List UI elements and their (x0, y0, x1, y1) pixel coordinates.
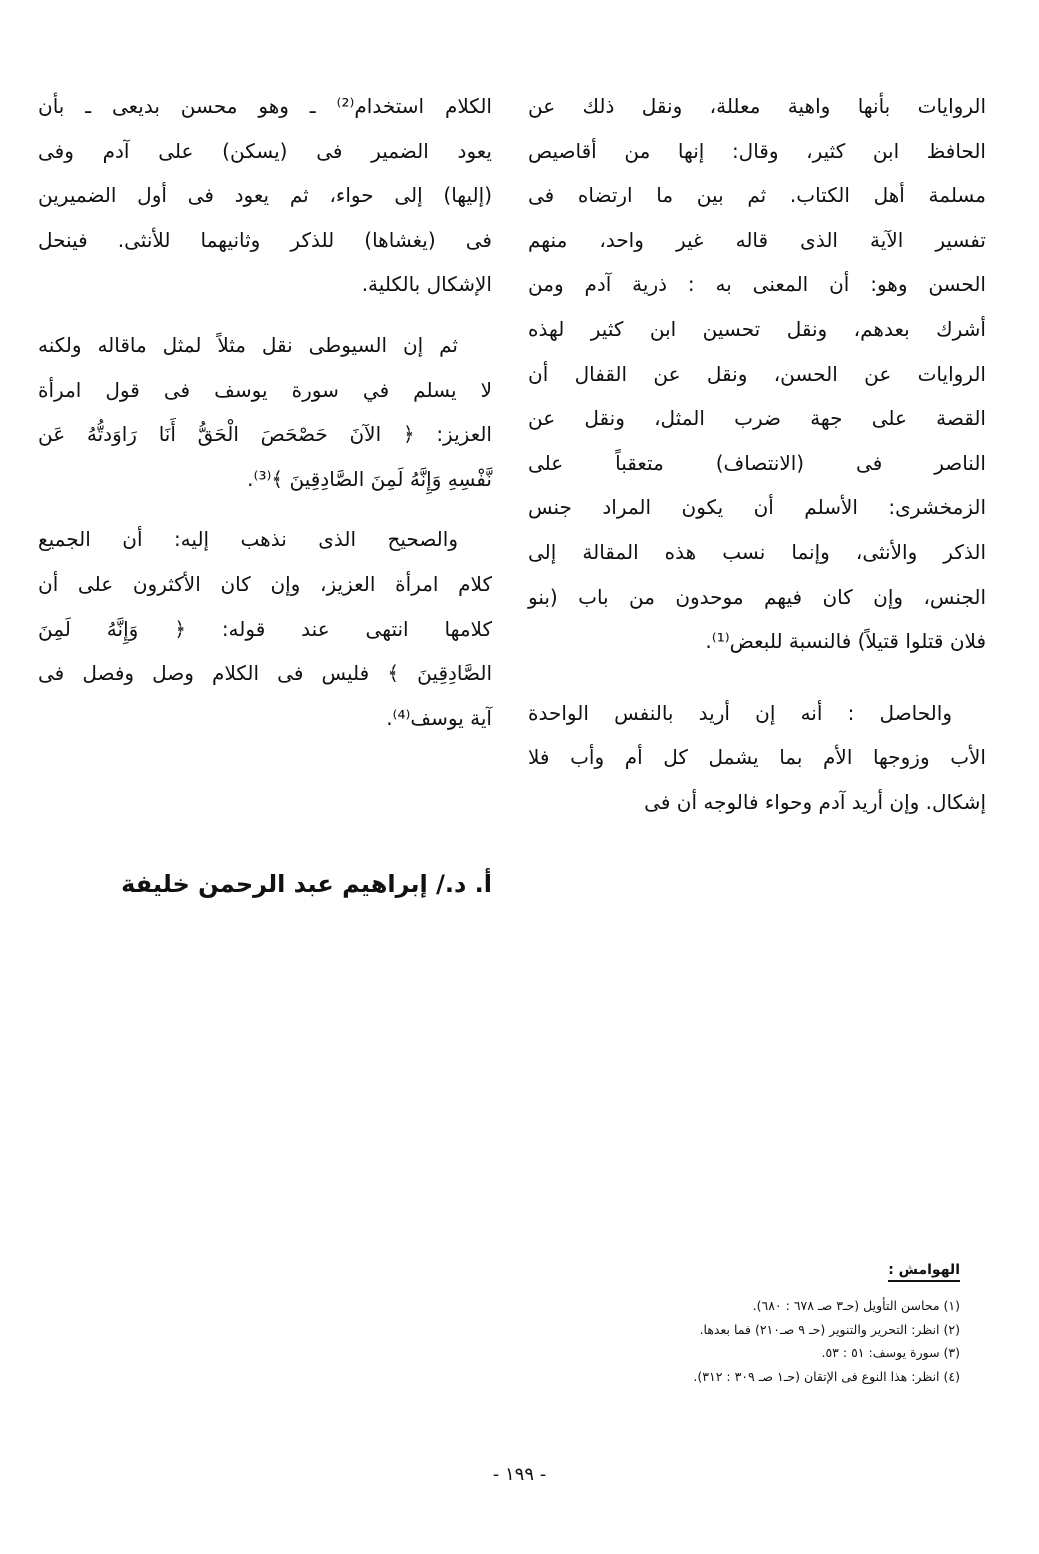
text-line: القصة على جهة ضرب المثل، ونقل عن (528, 406, 986, 431)
paragraph (528, 691, 986, 825)
footnotes (560, 1262, 960, 1388)
footnote-3: (٣) سورة يوسف: ٥١ : ٥٣. (821, 1345, 960, 1360)
author-signature: أ. د./ إبراهيم عبد الرحمن خليفة (121, 870, 492, 898)
text-line: الزمخشرى: الأسلم أن يكون المراد جنس (528, 495, 986, 520)
text-line: نَّفْسِهِ وَإِنَّهُ لَمِنَ الصَّادِقِينَ ﴾⁽³⁾. (247, 466, 492, 491)
text-line: إشكال. وإن أريد آدم وحواء فالوجه أن فى (644, 789, 986, 814)
paragraph-gap (38, 307, 492, 323)
paragraph (528, 84, 986, 664)
text-line: الأب وزوجها الأم بما يشمل كل أم وأب فلا (528, 745, 986, 770)
text-line: الناصر فى (الانتصاف) متعقباً على (528, 450, 986, 475)
text-line: الحسن وهو: أن المعنى به : ذرية آدم ومن (528, 272, 986, 297)
text-line: تفسير الآية الذى قاله غير واحد، منهم (528, 227, 986, 252)
text-line: كلام امرأة العزيز، وإن كان الأكثرون على أن (38, 571, 492, 596)
text-line: فى (يغشاها) للذكر وثانيهما للأنثى. فينحل (38, 227, 492, 252)
text-line: ثم إن السيوطى نقل مثلاً لمثل ماقاله ولكنه (38, 332, 458, 357)
footnote-4: (٤) انظر: هذا النوع فى الإتقان (حـ١ صـ ٣٠٩ : ٣١٢). (693, 1368, 960, 1384)
text-line: والحاصل : أنه إن أريد بالنفس الواحدة (528, 700, 952, 725)
paragraph-gap (38, 501, 492, 517)
text-line: الروايات عن الحسن، ونقل عن القفال أن (528, 361, 986, 386)
footnote-1: (١) محاسن التأويل (حـ٣ صـ ٦٧٨ : ٦٨٠). (752, 1298, 960, 1313)
text-line: الحافظ ابن كثير، وقال: إنها من أقاصيص (528, 138, 986, 163)
text-line: كلامها انتهى عند قوله: ﴿ وَإِنَّهُ لَمِنَ (38, 616, 492, 641)
text-line: الصَّادِقِينَ ﴾ فليس فى الكلام وصل وفصل فى (38, 661, 492, 686)
text-line: الروايات بأنها واهية معللة، ونقل ذلك عن (528, 94, 986, 118)
paragraph-gap (528, 664, 986, 691)
text-line: الكلام استخدام⁽²⁾ ـ وهو محسن بديعى ـ بأن (38, 94, 492, 118)
paragraph (38, 323, 492, 501)
footnote-2: (٢) انظر: التحرير والتنوير (حـ ٩ صـ٢١٠) فما بعدها. (699, 1321, 960, 1337)
left-column (38, 84, 492, 740)
text-line: أشرك بعدهم، ونقل تحسين ابن كثير لهذه (528, 316, 986, 341)
text-line: آية يوسف⁽⁴⁾. (386, 705, 492, 730)
footnotes-heading: الهوامش : (888, 1262, 960, 1282)
text-line: الجنس، وإن كان فيهم موحدون من باب (بنو (528, 584, 986, 609)
right-column (528, 84, 986, 825)
text-line: العزيز: ﴿ الآنَ حَصْحَصَ الْحَقُّ أَنَا رَاوَدتُّهُ عَن (38, 422, 492, 447)
text-line: مسلمة أهل الكتاب. ثم بين ما ارتضاه فى (528, 183, 986, 208)
text-line: الذكر والأنثى، وإنما نسب هذه المقالة إلى (528, 539, 986, 564)
text-line: (إليها) إلى حواء، ثم يعود فى أول الضميرين (38, 183, 492, 208)
text-line: فلان قتلوا قتيلاً) فالنسبة للبعض⁽¹⁾. (705, 629, 986, 654)
paragraph (38, 517, 492, 740)
page-number: - ١٩٩ - (492, 1464, 547, 1485)
text-line: الإشكال بالكلية. (361, 272, 492, 297)
paragraph (38, 84, 492, 307)
text-line: لا يسلم في سورة يوسف فى قول امرأة (38, 377, 492, 402)
text-line: يعود الضمير فى (يسكن) على آدم وفى (38, 138, 492, 163)
text-line: والصحيح الذى نذهب إليه: أن الجميع (38, 527, 458, 552)
